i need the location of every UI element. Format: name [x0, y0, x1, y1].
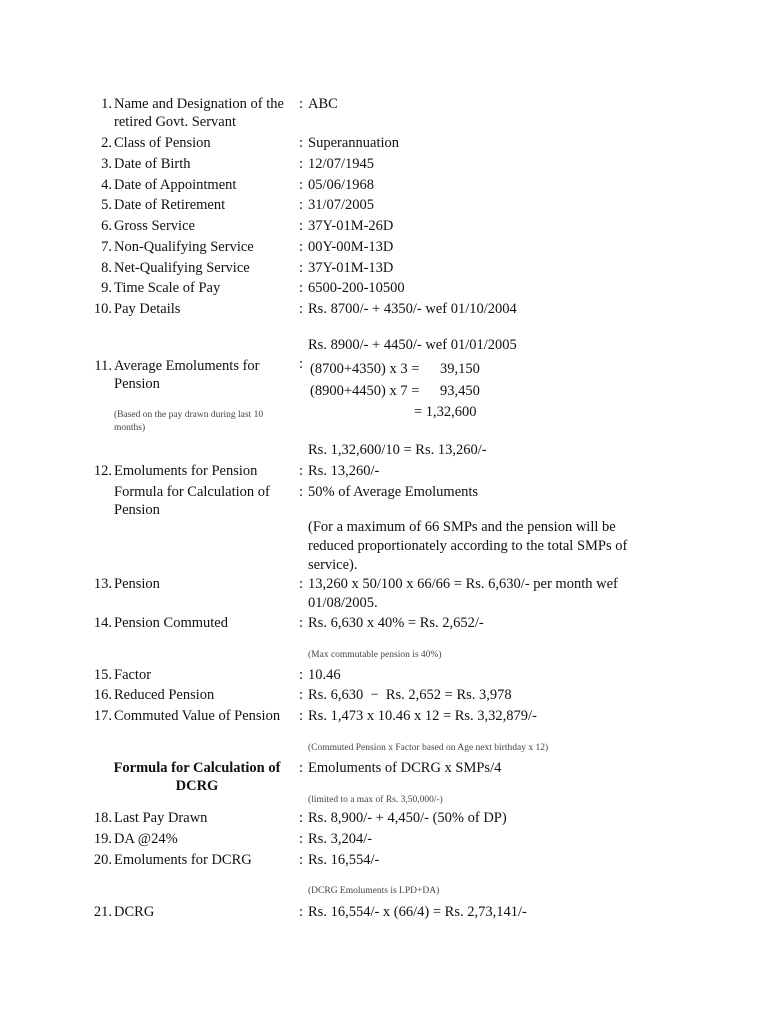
row-label-cont: retired Govt. Servant — [114, 114, 237, 130]
row-label: Reduced Pension — [114, 687, 215, 703]
row-number: 10. — [93, 301, 112, 317]
row-number: 5. — [101, 197, 112, 213]
row-value: Rs. 8700/- + 4350/- wef 01/10/2004 — [308, 301, 517, 317]
row-colon: : — [299, 576, 304, 592]
row-label: DCRG — [114, 904, 155, 920]
row-value: Rs. 16,554/- x (66/4) = Rs. 2,73,141/- — [308, 904, 527, 920]
formula-note: reduced proportionately according to the total SMPs of — [308, 538, 628, 554]
row-number: 19. — [93, 831, 112, 847]
row-colon: : — [299, 135, 304, 151]
row-number: 16. — [93, 687, 112, 703]
row-number: 15. — [93, 667, 112, 683]
row-note: (Commuted Pension x Factor based on Age next birthday x 12) — [308, 743, 549, 753]
formula-label-cont: Pension — [114, 502, 160, 518]
row-colon: : — [299, 177, 304, 193]
row-value: Rs. 6,630 − Rs. 2,652 = Rs. 3,978 — [308, 687, 512, 703]
row-number: 8. — [101, 260, 112, 276]
row-label: Factor — [114, 667, 152, 683]
row-value: Rs. 3,204/- — [308, 831, 373, 847]
row-number: 1. — [101, 96, 112, 112]
row-colon: : — [299, 463, 304, 479]
row-label: Average Emoluments for — [114, 358, 260, 374]
row-value: 6500-200-10500 — [308, 280, 405, 296]
row-number: 6. — [101, 218, 112, 234]
row-number: 12. — [93, 463, 112, 479]
row-number: 11. — [94, 358, 112, 374]
row-value: Rs. 16,554/- — [308, 852, 380, 868]
row-label: DA @24% — [114, 831, 178, 847]
row-value: 37Y-01M-13D — [308, 260, 394, 276]
row-value: Rs. 6,630 x 40% = Rs. 2,652/- — [308, 615, 484, 631]
row-note: (DCRG Emoluments is LPD+DA) — [308, 886, 440, 896]
row-colon: : — [299, 356, 304, 372]
row-label: Class of Pension — [114, 135, 211, 151]
row-value: 31/07/2005 — [308, 197, 375, 213]
row-colon: : — [299, 156, 304, 172]
row-value: 12/07/1945 — [308, 156, 375, 172]
row-value: ABC — [308, 96, 338, 112]
row-label: Non-Qualifying Service — [114, 239, 254, 255]
row-value: Rs. 8,900/- + 4,450/- (50% of DP) — [308, 810, 507, 826]
row-label: Gross Service — [114, 218, 195, 234]
row-label: Pay Details — [114, 301, 181, 317]
row-label: Emoluments for DCRG — [114, 852, 252, 868]
row-label: Date of Birth — [114, 156, 191, 172]
row-label: Name and Designation of the — [114, 96, 284, 112]
row-colon: : — [299, 484, 304, 500]
calc-result: 39,150 — [440, 361, 480, 377]
row-value: 37Y-01M-26D — [308, 218, 394, 234]
dcrg-formula-value: Emoluments of DCRG x SMPs/4 — [308, 760, 502, 776]
row-number: 7. — [101, 239, 112, 255]
row-label: Time Scale of Pay — [114, 280, 221, 296]
row-value-cont: Rs. 8900/- + 4450/- wef 01/01/2005 — [308, 337, 517, 353]
row-colon: : — [299, 260, 304, 276]
row-colon: : — [299, 831, 304, 847]
row-colon: : — [299, 239, 304, 255]
calc-result: 93,450 — [440, 383, 480, 399]
row-number: 4. — [101, 177, 112, 193]
row-number: 9. — [101, 280, 112, 296]
row-label: Pension — [114, 576, 160, 592]
dcrg-formula-heading: Formula for Calculation of — [113, 760, 281, 776]
row-value: Superannuation — [308, 135, 400, 151]
row-number: 14. — [93, 615, 112, 631]
row-note: (Based on the pay drawn during last 10 — [114, 410, 264, 420]
row-number: 2. — [101, 135, 112, 151]
row-label: Date of Appointment — [114, 177, 237, 193]
row-colon: : — [299, 852, 304, 868]
row-colon: : — [299, 687, 304, 703]
row-number: 20. — [93, 852, 112, 868]
row-colon: : — [299, 667, 304, 683]
row-label-cont: Pension — [114, 376, 160, 392]
row-colon: : — [299, 197, 304, 213]
row-colon: : — [299, 708, 304, 724]
calc-total: = 1,32,600 — [414, 404, 477, 420]
row-value: 10.46 — [308, 667, 341, 683]
row-colon: : — [299, 301, 304, 317]
row-number: 13. — [93, 576, 112, 592]
row-note: (Max commutable pension is 40%) — [308, 650, 442, 660]
row-colon: : — [299, 96, 304, 112]
formula-note: service). — [308, 557, 358, 573]
row-label: Net-Qualifying Service — [114, 260, 250, 276]
row-value: Rs. 13,260/- — [308, 463, 380, 479]
calc-expression: (8700+4350) x 3 = — [310, 361, 420, 377]
row-number: 17. — [93, 708, 112, 724]
row-number: 18. — [93, 810, 112, 826]
row-colon: : — [299, 280, 304, 296]
dcrg-formula-heading-cont: DCRG — [175, 778, 219, 794]
row-number: 21. — [93, 904, 112, 920]
formula-note: (For a maximum of 66 SMPs and the pension will be — [308, 519, 616, 535]
row-number: 3. — [101, 156, 112, 172]
row-colon: : — [299, 615, 304, 631]
row-label: Last Pay Drawn — [114, 810, 208, 826]
row-label: Commuted Value of Pension — [114, 708, 281, 724]
row-colon: : — [299, 760, 304, 776]
row-colon: : — [299, 810, 304, 826]
row-note-cont: months) — [114, 423, 146, 433]
formula-value: 50% of Average Emoluments — [308, 484, 479, 500]
formula-label: Formula for Calculation of — [114, 484, 270, 500]
row-label: Pension Commuted — [114, 615, 228, 631]
row-label: Date of Retirement — [114, 197, 226, 213]
row-value: Rs. 1,473 x 10.46 x 12 = Rs. 3,32,879/- — [308, 708, 537, 724]
row-label: Emoluments for Pension — [114, 463, 258, 479]
row-value-cont: Rs. 1,32,600/10 = Rs. 13,260/- — [308, 442, 487, 458]
row-value: 00Y-00M-13D — [308, 239, 394, 255]
row-colon: : — [299, 904, 304, 920]
row-value-cont: 01/08/2005. — [308, 595, 378, 611]
row-colon: : — [299, 218, 304, 234]
row-note: (limited to a max of Rs. 3,50,000/-) — [308, 795, 443, 805]
row-value: 05/06/1968 — [308, 177, 375, 193]
row-value: 13,260 x 50/100 x 66/66 = Rs. 6,630/- per month wef — [308, 576, 618, 592]
calc-expression: (8900+4450) x 7 = — [310, 383, 420, 399]
